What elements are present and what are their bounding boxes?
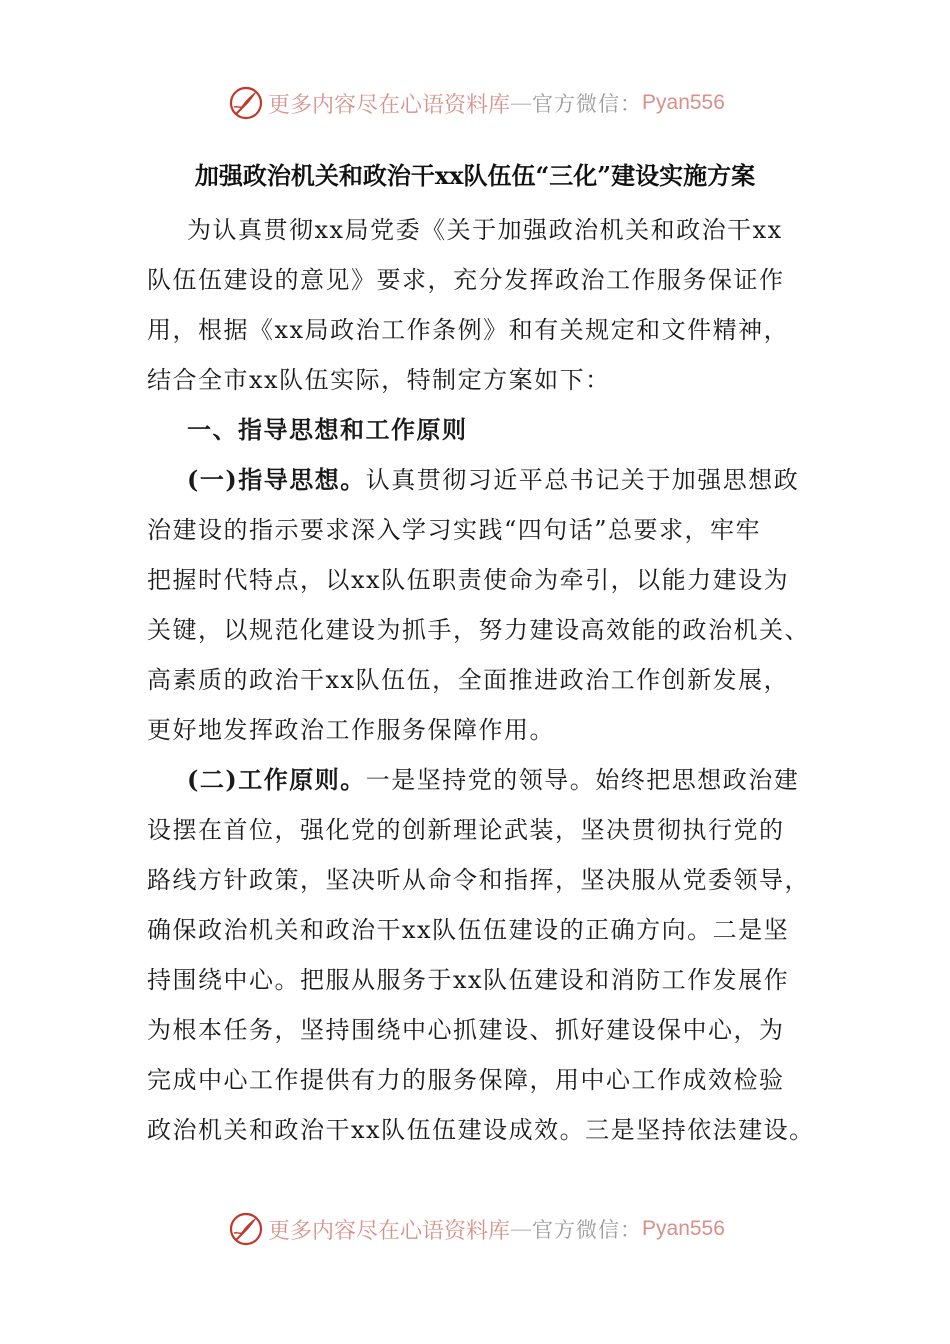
paragraph-label: (一)指导思想。 [187, 465, 366, 494]
paragraph-line: 把握时代特点，以xx队伍职责使命为牵引，以能力建设为 [147, 566, 790, 594]
watermark-separator: — [510, 90, 533, 116]
document-title: 加强政治机关和政治干xx队伍伍“三化”建设实施方案 [194, 161, 756, 190]
paragraph-line: 更好地发挥政治工作服务保障作用。 [147, 716, 555, 744]
paragraph-text: 认真贯彻习近平总书记关于加强思想政 [365, 466, 800, 494]
paragraph-line: 政治机关和政治干xx队伍伍建设成效。三是坚持依法建设。 [147, 1116, 815, 1144]
intro-line: 为认真贯彻xx局党委《关于加强政治机关和政治干xx [187, 216, 783, 244]
paragraph-line: 为根本任务，坚持围绕中心抓建设、抓好建设保中心，为 [147, 1016, 785, 1044]
paragraph-line: 路线方针政策，坚决听从命令和指挥，坚决服从党委领导， [147, 866, 810, 894]
paragraph-line: 完成中心工作提供有力的服务保障，用中心工作成效检验 [147, 1066, 785, 1094]
watermark-contact-label: 官方微信： [532, 1218, 643, 1242]
watermark-contact-label: 官方微信： [532, 92, 643, 116]
intro-line: 结合全市xx队伍实际，特制定方案如下： [147, 366, 611, 394]
watermark-contact-id: Pyan556 [642, 91, 725, 114]
watermark-brand-text: 更多内容尽在心语资料库 [268, 1218, 511, 1244]
intro-line: 队伍伍建设的意见》要求，充分发挥政治工作服务保证作 [147, 266, 785, 294]
paragraph-line: 高素质的政治干xx队伍伍，全面推进政治工作创新发展， [147, 666, 790, 694]
section-heading: 一、指导思想和工作原则 [187, 415, 468, 444]
quill-pen-logo-icon [228, 1211, 264, 1247]
paragraph-text: 一是坚持党的领导。始终把思想政治建 [365, 766, 800, 794]
watermark-brand-text: 更多内容尽在心语资料库 [268, 92, 511, 118]
document-body [147, 205, 815, 1155]
paragraph-line [147, 755, 807, 805]
watermark-banner-top [0, 80, 950, 126]
paragraph-line: 治建设的指示要求深入学习实践“四句话”总要求，牢牢 [147, 516, 762, 544]
watermark-contact-id: Pyan556 [642, 1217, 725, 1240]
watermark-separator: — [510, 1216, 533, 1242]
paragraph-line [147, 455, 807, 505]
quill-pen-logo-icon [228, 85, 264, 121]
paragraph-line: 设摆在首位，强化党的创新理论武装，坚决贯彻执行党的 [147, 816, 785, 844]
paragraph-line: 确保政治机关和政治干xx队伍伍建设的正确方向。二是坚 [147, 916, 790, 944]
paragraph-line: 关键，以规范化建设为抓手，努力建设高效能的政治机关、 [147, 616, 810, 644]
paragraph-line: 持围绕中心。把服从服务于xx队伍建设和消防工作发展作 [147, 966, 790, 994]
watermark-banner-bottom [0, 1206, 950, 1252]
intro-line: 用，根据《xx局政治工作条例》和有关规定和文件精神， [147, 316, 790, 344]
paragraph-label: (二)工作原则。 [187, 765, 366, 794]
